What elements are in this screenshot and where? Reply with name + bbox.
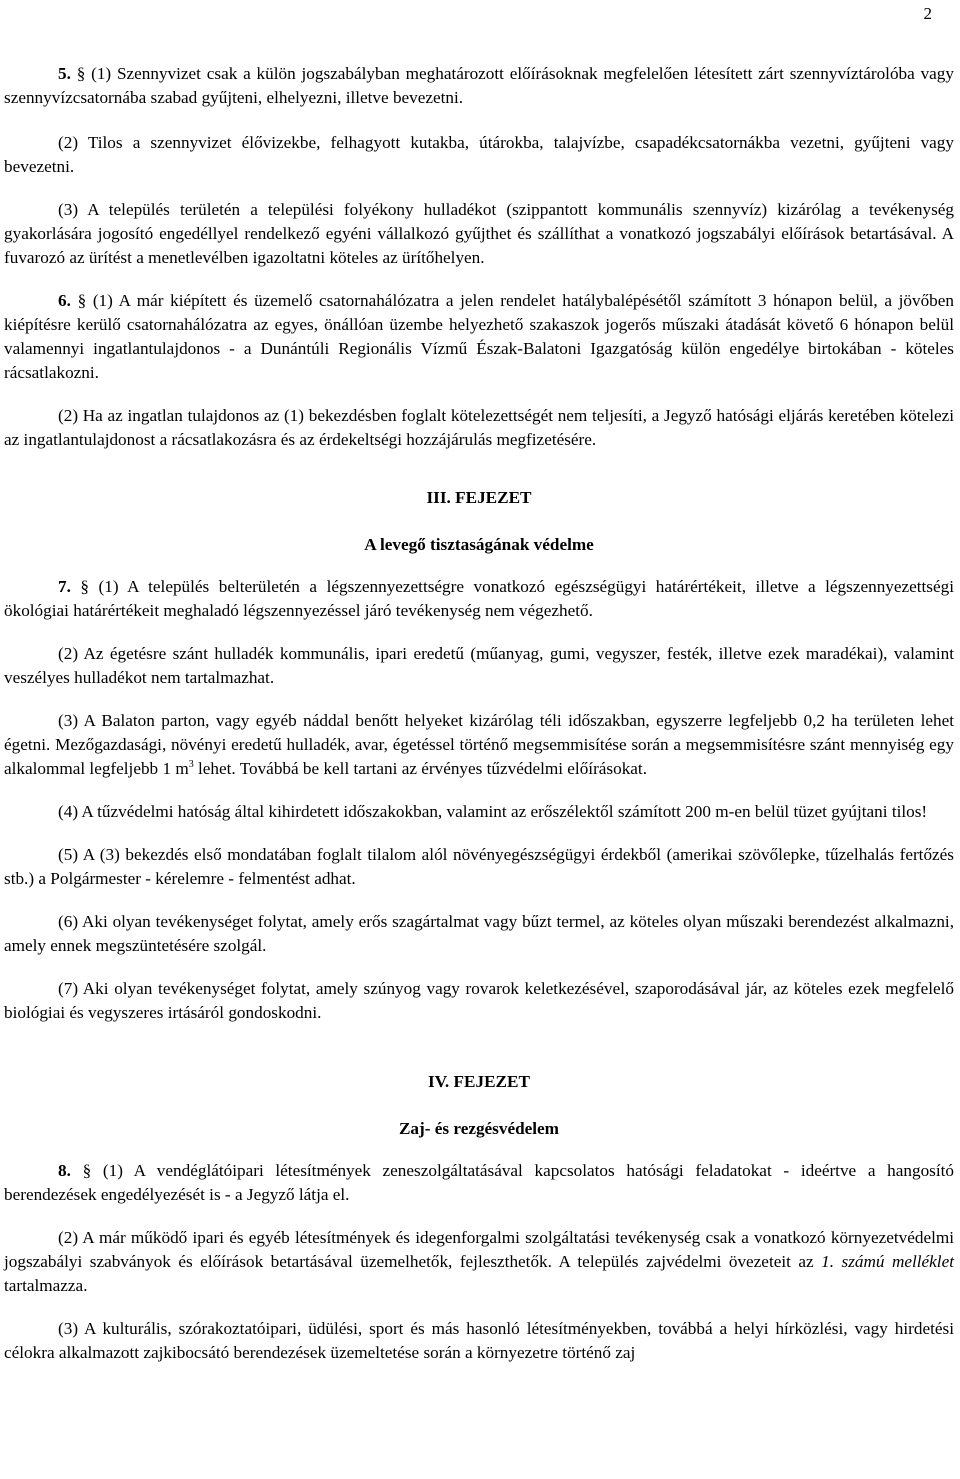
chapter-title: Zaj- és rezgésvédelem [398,1119,560,1138]
page-number: 2 [923,4,932,23]
paragraph-text: (2) A már működő ipari és egyéb létesítmények és idegenforgalmi szolgáltatási tevékenység csak a vonatkozó környezetvédelmi jogszabályi szabványok és előírások betartásával üzemelhetők, fejleszthetők. A település zajvédelmi övezeteit az [4,1228,954,1271]
section-number: 8. [58,1161,71,1180]
chapter-heading: III. FEJEZET [426,488,532,507]
section-7-paragraph-4: (4) A tűzvédelmi hatóság által kihirdetett időszakokban, valamint az erőszélektől számított 200 m-en belül tüzet gyújtani tilos! [58,802,928,821]
section-8-paragraph-1 [4,1159,954,1207]
paragraph-text: § (1) Szennyvizet csak a külön jogszabályban meghatározott előírásoknak megfelelően létesített zárt szennyvíztárolóba vagy szennyvízcsatornába szabad gyűjteni, elhelyezni, illetve bevezetni. [4,64,954,107]
section-number: 7. [58,577,71,596]
section-7-paragraph-7: (7) Aki olyan tevékenységet folytat, amely szúnyog vagy rovarok keletkezésével, szaporodásával jár, az köteles ezek megfelelő biológiai és vegyszeres irtásáról gondoskodni. [4,979,954,1022]
document-body [4,62,954,1365]
section-6-paragraph-2: (2) Ha az ingatlan tulajdonos az (1) bekezdésben foglalt kötelezettségét nem teljesíti, a Jegyző hatósági eljárás keretében kötelezi az ingatlantulajdonost a rácsatlakozásra és az érdekeltségi hozzájárulás megfizetésére. [4,406,954,449]
section-8-paragraph-3: (3) A kulturális, szórakoztatóipari, üdülési, sport és más hasonló létesítményekben, továbbá a helyi hírközlési, vagy hirdetési célokra alkalmazott zajkibocsátó berendezések üzemeltetése során a környezetre történő zaj [4,1319,954,1362]
section-5-paragraph-2: (2) Tilos a szennyvizet élővizekbe, felhagyott kutakba, útárokba, talajvízbe, csapadékcsatornákba vezetni, gyűjteni vagy bevezetni. [4,133,954,176]
paragraph-text: § (1) A vendéglátóipari létesítmények zeneszolgáltatásával kapcsolatos hatósági feladatokat - ideértve a hangosító berendezések engedélyezését is - a Jegyző látja el. [4,1161,955,1204]
section-7-paragraph-5: (5) A (3) bekezdés első mondatában foglalt tilalom alól növényegészségügyi érdekből (amerikai szövőlepke, tűzelhalás fertőzés stb.) a Polgármester - kérelemre - felmentést adhat. [4,845,954,888]
paragraph-text: § (1) A település belterületén a légszennyezettségre vonatkozó egészségügyi határértékeit, illetve a légszennyezettségi ökológiai határértékeit meghaladó légszennyezéssel járó tevékenység nem végezhető. [4,577,954,620]
section-6-paragraph-1 [4,289,954,385]
paragraph-text: § (1) A már kiépített és üzemelő csatornahálózatra a jelen rendelet hatálybalépésétől számított 3 hónapon belül, a jövőben kiépítésre kerülő csatornahálózatra az egyes, önállóan üzembe helyezhető szakaszok jogerős műszaki átadását követő 6 hónapon belül valamennyi ingatlantulajdonos - a Dunántúli Regionális Vízmű Észak-Balatoni Igazgatóság külön engedélye birtokában - köteles rácsatlakozni. [4,291,955,382]
section-7-paragraph-2: (2) Az égetésre szánt hulladék kommunális, ipari eredetű (műanyag, gumi, vegyszer, festék, illetve ezek maradékai), valamint veszélyes hulladékot nem tartalmazhat. [4,644,954,687]
section-8-paragraph-2 [4,1226,954,1298]
section-7-paragraph-1 [4,575,954,623]
superscript: 3 [188,759,194,770]
paragraph-text: tartalmazza. [4,1276,88,1295]
paragraph-text: lehet. Továbbá be kell tartani az érvényes tűzvédelmi előírásokat. [193,759,648,778]
paragraph-text: (3) A Balaton parton, vagy egyéb náddal benőtt helyeket kizárólag téli időszakban, egyszerre legfeljebb 0,2 ha területen lehet égetni. Mezőgazdasági, növényi eredetű hulladék, avar, égetéssel történő megsemmisítése során a megsemmisítésre szánt mennyiség egy alkalommal legfeljebb 1 m [4,711,954,778]
section-5-paragraph-3: (3) A település területén a települési folyékony hulladékot (szippantott kommunális szennyvíz) kizárólag a tevékenység gyakorlására jogosító engedéllyel rendelkező egyéni vállalkozó gyűjthet és szállíthat a vonatkozó jogszabályi előírások betartásával. A fuvarozó az ürítést a menetlevélben igazoltatni köteles az ürítőhelyen. [4,200,954,267]
section-7-paragraph-6: (6) Aki olyan tevékenységet folytat, amely erős szagártalmat vagy bűzt termel, az köteles olyan műszaki berendezést alkalmazni, amely ennek megszüntetésére szolgál. [4,912,954,955]
section-5-paragraph-1 [4,62,954,110]
chapter-heading: IV. FEJEZET [428,1072,530,1091]
section-7-paragraph-3 [4,709,954,781]
annex-reference: 1. számú melléklet [821,1252,954,1271]
chapter-title: A levegő tisztaságának védelme [364,535,594,554]
section-number: 5. [58,64,71,83]
section-number: 6. [58,291,71,310]
